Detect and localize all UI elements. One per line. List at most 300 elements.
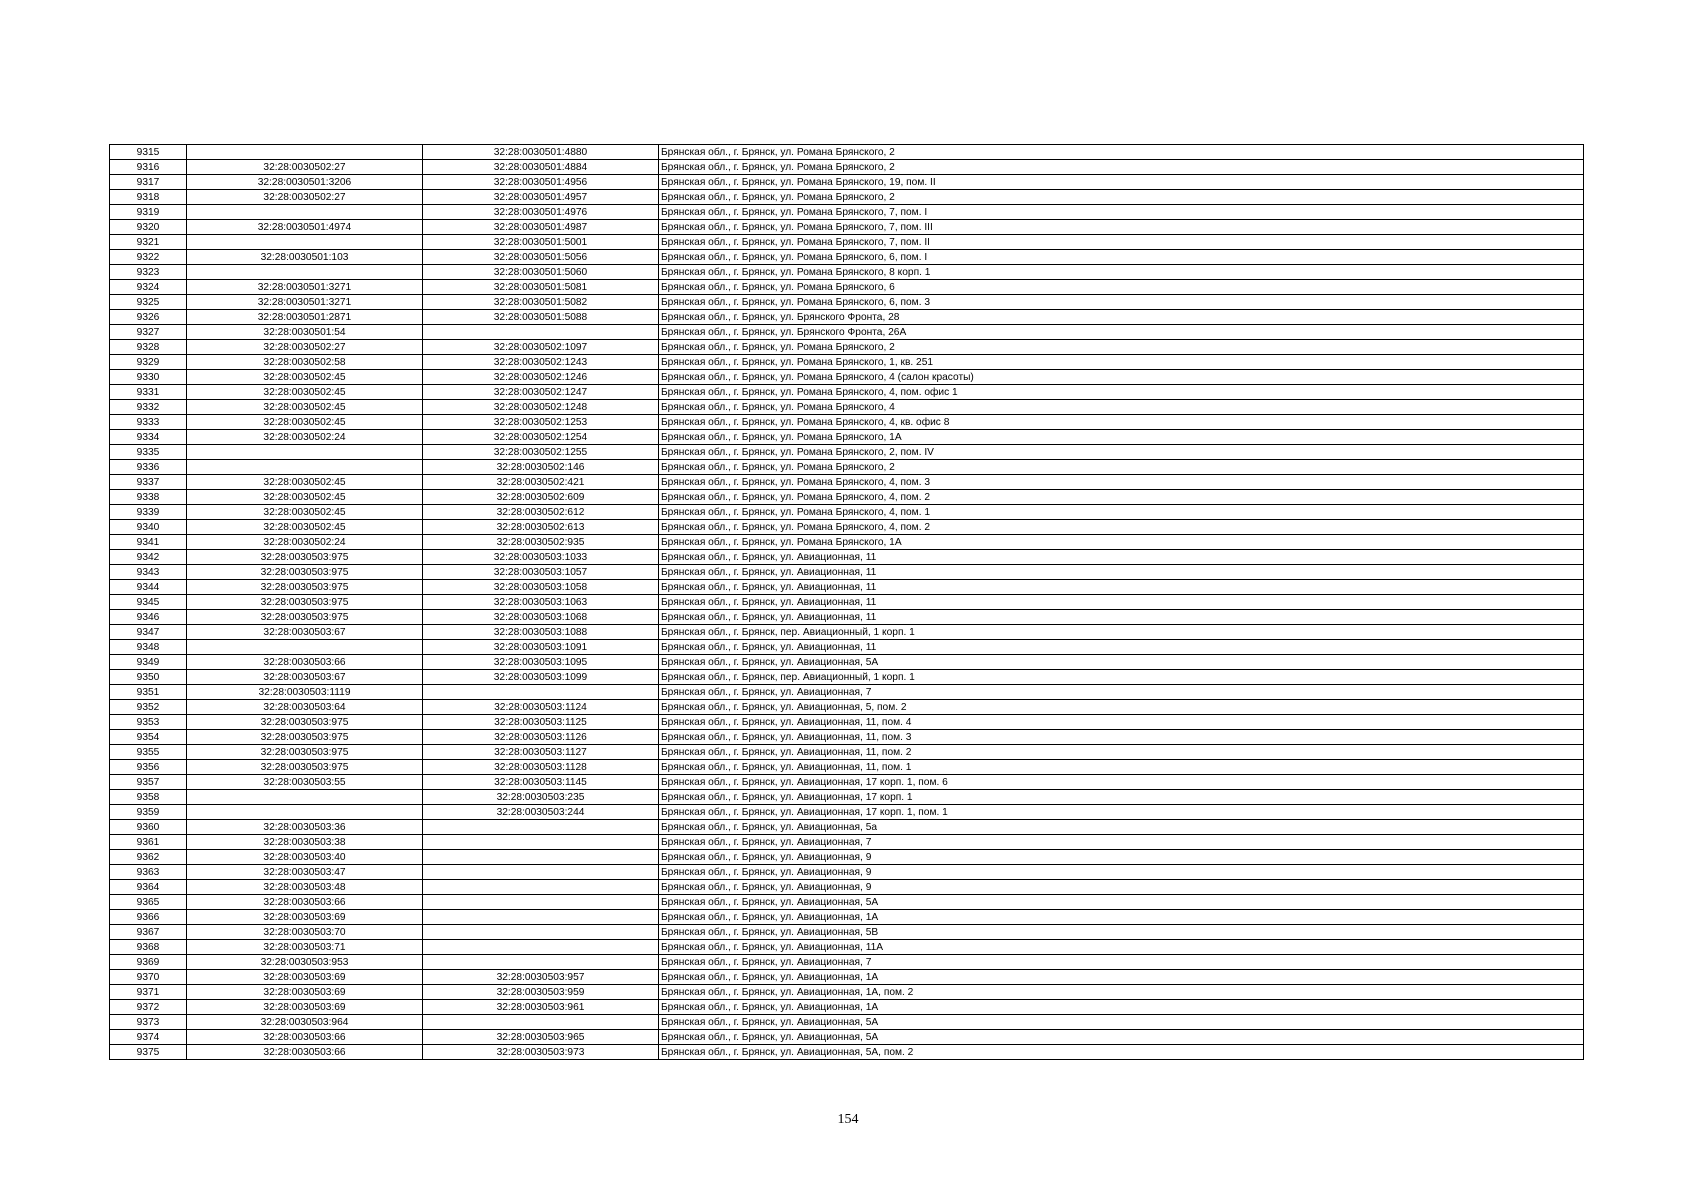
address-cell: Брянская обл., г. Брянск, ул. Романа Брянского, 1, кв. 251 xyxy=(659,355,1584,370)
land-plot-number-cell: 32:28:0030503:975 xyxy=(187,730,423,745)
row-number-cell: 9336 xyxy=(110,460,187,475)
row-number-cell: 9337 xyxy=(110,475,187,490)
land-plot-number-cell: 32:28:0030501:4974 xyxy=(187,220,423,235)
address-cell: Брянская обл., г. Брянск, ул. Романа Брянского, 4 xyxy=(659,400,1584,415)
address-cell: Брянская обл., г. Брянск, ул. Авиационная, 5В xyxy=(659,925,1584,940)
address-cell: Брянская обл., г. Брянск, ул. Авиационная, 17 корп. 1, пом. 6 xyxy=(659,775,1584,790)
table-row xyxy=(110,640,1584,655)
table-row xyxy=(110,685,1584,700)
object-number-cell xyxy=(423,835,659,850)
address-cell: Брянская обл., г. Брянск, ул. Авиационная, 9 xyxy=(659,865,1584,880)
object-number-cell: 32:28:0030501:4956 xyxy=(423,175,659,190)
address-cell: Брянская обл., г. Брянск, ул. Романа Брянского, 8 корп. 1 xyxy=(659,265,1584,280)
land-plot-number-cell: 32:28:0030501:54 xyxy=(187,325,423,340)
row-number-cell: 9334 xyxy=(110,430,187,445)
land-plot-number-cell: 32:28:0030502:24 xyxy=(187,430,423,445)
land-plot-number-cell: 32:28:0030501:103 xyxy=(187,250,423,265)
land-plot-number-cell: 32:28:0030503:71 xyxy=(187,940,423,955)
land-plot-number-cell xyxy=(187,640,423,655)
object-number-cell: 32:28:0030502:1097 xyxy=(423,340,659,355)
row-number-cell: 9318 xyxy=(110,190,187,205)
object-number-cell: 32:28:0030503:1127 xyxy=(423,745,659,760)
address-cell: Брянская обл., г. Брянск, ул. Романа Брянского, 4, пом. 3 xyxy=(659,475,1584,490)
address-cell: Брянская обл., г. Брянск, ул. Романа Брянского, 2 xyxy=(659,190,1584,205)
land-plot-number-cell: 32:28:0030503:36 xyxy=(187,820,423,835)
land-plot-number-cell: 32:28:0030503:69 xyxy=(187,970,423,985)
row-number-cell: 9373 xyxy=(110,1015,187,1030)
land-plot-number-cell: 32:28:0030503:975 xyxy=(187,760,423,775)
land-plot-number-cell: 32:28:0030501:3206 xyxy=(187,175,423,190)
address-cell: Брянская обл., г. Брянск, ул. Авиационная, 5А, пом. 2 xyxy=(659,1045,1584,1060)
row-number-cell: 9333 xyxy=(110,415,187,430)
table-row xyxy=(110,580,1584,595)
table-row xyxy=(110,325,1584,340)
row-number-cell: 9348 xyxy=(110,640,187,655)
row-number-cell: 9371 xyxy=(110,985,187,1000)
address-cell: Брянская обл., г. Брянск, ул. Романа Брянского, 4, пом. офис 1 xyxy=(659,385,1584,400)
row-number-cell: 9347 xyxy=(110,625,187,640)
address-cell: Брянская обл., г. Брянск, ул. Авиационная, 11 xyxy=(659,640,1584,655)
address-cell: Брянская обл., г. Брянск, ул. Романа Брянского, 1А xyxy=(659,535,1584,550)
address-cell: Брянская обл., г. Брянск, ул. Брянского Фронта, 28 xyxy=(659,310,1584,325)
land-plot-number-cell: 32:28:0030503:66 xyxy=(187,655,423,670)
row-number-cell: 9346 xyxy=(110,610,187,625)
object-number-cell xyxy=(423,685,659,700)
object-number-cell: 32:28:0030503:1068 xyxy=(423,610,659,625)
table-row xyxy=(110,355,1584,370)
table-row xyxy=(110,850,1584,865)
address-cell: Брянская обл., г. Брянск, ул. Романа Брянского, 2 xyxy=(659,160,1584,175)
object-number-cell: 32:28:0030503:1057 xyxy=(423,565,659,580)
land-plot-number-cell: 32:28:0030503:67 xyxy=(187,670,423,685)
land-plot-number-cell: 32:28:0030502:45 xyxy=(187,400,423,415)
address-cell: Брянская обл., г. Брянск, пер. Авиационный, 1 корп. 1 xyxy=(659,670,1584,685)
object-number-cell: 32:28:0030502:1253 xyxy=(423,415,659,430)
table-row xyxy=(110,985,1584,1000)
table-row xyxy=(110,970,1584,985)
object-number-cell xyxy=(423,955,659,970)
table-row xyxy=(110,295,1584,310)
object-number-cell: 32:28:0030503:1145 xyxy=(423,775,659,790)
table-row xyxy=(110,250,1584,265)
table-row xyxy=(110,775,1584,790)
object-number-cell xyxy=(423,895,659,910)
object-number-cell: 32:28:0030502:1254 xyxy=(423,430,659,445)
object-number-cell: 32:28:0030503:1063 xyxy=(423,595,659,610)
row-number-cell: 9326 xyxy=(110,310,187,325)
table-row xyxy=(110,955,1584,970)
address-cell: Брянская обл., г. Брянск, пер. Авиационный, 1 корп. 1 xyxy=(659,625,1584,640)
object-number-cell: 32:28:0030503:1124 xyxy=(423,700,659,715)
row-number-cell: 9343 xyxy=(110,565,187,580)
address-cell: Брянская обл., г. Брянск, ул. Романа Брянского, 7, пом. II xyxy=(659,235,1584,250)
row-number-cell: 9353 xyxy=(110,715,187,730)
land-plot-number-cell: 32:28:0030502:58 xyxy=(187,355,423,370)
address-cell: Брянская обл., г. Брянск, ул. Романа Брянского, 7, пом. III xyxy=(659,220,1584,235)
table-row xyxy=(110,160,1584,175)
land-plot-number-cell: 32:28:0030502:45 xyxy=(187,505,423,520)
land-plot-number-cell: 32:28:0030503:48 xyxy=(187,880,423,895)
land-plot-number-cell: 32:28:0030503:975 xyxy=(187,565,423,580)
row-number-cell: 9365 xyxy=(110,895,187,910)
object-number-cell xyxy=(423,850,659,865)
cadastral-table xyxy=(109,144,1584,1060)
page-number: 154 xyxy=(837,1112,859,1127)
land-plot-number-cell: 32:28:0030502:27 xyxy=(187,160,423,175)
row-number-cell: 9316 xyxy=(110,160,187,175)
land-plot-number-cell xyxy=(187,235,423,250)
row-number-cell: 9328 xyxy=(110,340,187,355)
row-number-cell: 9359 xyxy=(110,805,187,820)
row-number-cell: 9369 xyxy=(110,955,187,970)
table-row xyxy=(110,475,1584,490)
address-cell: Брянская обл., г. Брянск, ул. Романа Брянского, 7, пом. I xyxy=(659,205,1584,220)
table-row xyxy=(110,205,1584,220)
table-row xyxy=(110,175,1584,190)
table-row xyxy=(110,460,1584,475)
table-row xyxy=(110,880,1584,895)
land-plot-number-cell: 32:28:0030501:3271 xyxy=(187,295,423,310)
object-number-cell: 32:28:0030501:4976 xyxy=(423,205,659,220)
land-plot-number-cell: 32:28:0030501:2871 xyxy=(187,310,423,325)
land-plot-number-cell: 32:28:0030503:66 xyxy=(187,1030,423,1045)
table-row xyxy=(110,790,1584,805)
row-number-cell: 9367 xyxy=(110,925,187,940)
land-plot-number-cell: 32:28:0030503:67 xyxy=(187,625,423,640)
land-plot-number-cell: 32:28:0030503:953 xyxy=(187,955,423,970)
land-plot-number-cell: 32:28:0030502:45 xyxy=(187,415,423,430)
land-plot-number-cell: 32:28:0030503:69 xyxy=(187,985,423,1000)
address-cell: Брянская обл., г. Брянск, ул. Романа Брянского, 2 xyxy=(659,340,1584,355)
land-plot-number-cell: 32:28:0030503:975 xyxy=(187,610,423,625)
address-cell: Брянская обл., г. Брянск, ул. Авиационная, 1А xyxy=(659,1000,1584,1015)
land-plot-number-cell: 32:28:0030503:47 xyxy=(187,865,423,880)
row-number-cell: 9315 xyxy=(110,145,187,160)
table-row xyxy=(110,730,1584,745)
object-number-cell: 32:28:0030503:1088 xyxy=(423,625,659,640)
land-plot-number-cell: 32:28:0030502:45 xyxy=(187,475,423,490)
object-number-cell: 32:28:0030502:146 xyxy=(423,460,659,475)
address-cell: Брянская обл., г. Брянск, ул. Авиационная, 1А xyxy=(659,910,1584,925)
land-plot-number-cell: 32:28:0030502:45 xyxy=(187,385,423,400)
land-plot-number-cell xyxy=(187,265,423,280)
table-row xyxy=(110,910,1584,925)
land-plot-number-cell: 32:28:0030503:1119 xyxy=(187,685,423,700)
address-cell: Брянская обл., г. Брянск, ул. Авиационная, 11 xyxy=(659,595,1584,610)
row-number-cell: 9321 xyxy=(110,235,187,250)
row-number-cell: 9332 xyxy=(110,400,187,415)
object-number-cell: 32:28:0030501:4880 xyxy=(423,145,659,160)
row-number-cell: 9324 xyxy=(110,280,187,295)
address-cell: Брянская обл., г. Брянск, ул. Авиационная, 11, пом. 3 xyxy=(659,730,1584,745)
object-number-cell: 32:28:0030502:609 xyxy=(423,490,659,505)
object-number-cell: 32:28:0030501:5060 xyxy=(423,265,659,280)
row-number-cell: 9372 xyxy=(110,1000,187,1015)
land-plot-number-cell xyxy=(187,205,423,220)
row-number-cell: 9358 xyxy=(110,790,187,805)
row-number-cell: 9357 xyxy=(110,775,187,790)
land-plot-number-cell xyxy=(187,805,423,820)
object-number-cell: 32:28:0030502:1248 xyxy=(423,400,659,415)
object-number-cell: 32:28:0030501:5082 xyxy=(423,295,659,310)
object-number-cell: 32:28:0030502:1246 xyxy=(423,370,659,385)
row-number-cell: 9351 xyxy=(110,685,187,700)
row-number-cell: 9325 xyxy=(110,295,187,310)
address-cell: Брянская обл., г. Брянск, ул. Авиационная, 11 xyxy=(659,610,1584,625)
land-plot-number-cell xyxy=(187,460,423,475)
land-plot-number-cell: 32:28:0030502:45 xyxy=(187,520,423,535)
row-number-cell: 9344 xyxy=(110,580,187,595)
table-row xyxy=(110,400,1584,415)
object-number-cell: 32:28:0030501:5001 xyxy=(423,235,659,250)
land-plot-number-cell: 32:28:0030503:975 xyxy=(187,745,423,760)
land-plot-number-cell: 32:28:0030503:975 xyxy=(187,715,423,730)
address-cell: Брянская обл., г. Брянск, ул. Брянского Фронта, 26А xyxy=(659,325,1584,340)
table-row xyxy=(110,445,1584,460)
object-number-cell: 32:28:0030503:1033 xyxy=(423,550,659,565)
object-number-cell xyxy=(423,865,659,880)
row-number-cell: 9319 xyxy=(110,205,187,220)
address-cell: Брянская обл., г. Брянск, ул. Авиационная, 17 корп. 1, пом. 1 xyxy=(659,805,1584,820)
table-row xyxy=(110,505,1584,520)
object-number-cell xyxy=(423,880,659,895)
object-number-cell: 32:28:0030503:965 xyxy=(423,1030,659,1045)
object-number-cell: 32:28:0030503:235 xyxy=(423,790,659,805)
table-row xyxy=(110,1000,1584,1015)
row-number-cell: 9356 xyxy=(110,760,187,775)
table-row xyxy=(110,700,1584,715)
object-number-cell xyxy=(423,925,659,940)
land-plot-number-cell: 32:28:0030502:24 xyxy=(187,535,423,550)
table-row xyxy=(110,190,1584,205)
object-number-cell: 32:28:0030502:612 xyxy=(423,505,659,520)
address-cell: Брянская обл., г. Брянск, ул. Авиационная, 11 xyxy=(659,580,1584,595)
land-plot-number-cell: 32:28:0030502:45 xyxy=(187,370,423,385)
row-number-cell: 9341 xyxy=(110,535,187,550)
row-number-cell: 9345 xyxy=(110,595,187,610)
table-row xyxy=(110,655,1584,670)
row-number-cell: 9330 xyxy=(110,370,187,385)
row-number-cell: 9370 xyxy=(110,970,187,985)
address-cell: Брянская обл., г. Брянск, ул. Авиационная, 9 xyxy=(659,850,1584,865)
land-plot-number-cell: 32:28:0030502:27 xyxy=(187,340,423,355)
table-row xyxy=(110,835,1584,850)
address-cell: Брянская обл., г. Брянск, ул. Авиационная, 9 xyxy=(659,880,1584,895)
row-number-cell: 9320 xyxy=(110,220,187,235)
address-cell: Брянская обл., г. Брянск, ул. Авиационная, 11 xyxy=(659,565,1584,580)
address-cell: Брянская обл., г. Брянск, ул. Романа Брянского, 1А xyxy=(659,430,1584,445)
row-number-cell: 9362 xyxy=(110,850,187,865)
table-row xyxy=(110,865,1584,880)
row-number-cell: 9374 xyxy=(110,1030,187,1045)
land-plot-number-cell: 32:28:0030503:69 xyxy=(187,1000,423,1015)
table-row xyxy=(110,220,1584,235)
address-cell: Брянская обл., г. Брянск, ул. Авиационная, 5А xyxy=(659,1015,1584,1030)
object-number-cell: 32:28:0030503:1091 xyxy=(423,640,659,655)
object-number-cell xyxy=(423,940,659,955)
object-number-cell: 32:28:0030502:613 xyxy=(423,520,659,535)
table-row xyxy=(110,940,1584,955)
row-number-cell: 9349 xyxy=(110,655,187,670)
table-row xyxy=(110,340,1584,355)
land-plot-number-cell: 32:28:0030503:40 xyxy=(187,850,423,865)
table-row xyxy=(110,235,1584,250)
object-number-cell xyxy=(423,910,659,925)
table-row xyxy=(110,535,1584,550)
row-number-cell: 9327 xyxy=(110,325,187,340)
address-cell: Брянская обл., г. Брянск, ул. Авиационная, 11 xyxy=(659,550,1584,565)
land-plot-number-cell: 32:28:0030503:66 xyxy=(187,1045,423,1060)
table-row xyxy=(110,490,1584,505)
address-cell: Брянская обл., г. Брянск, ул. Романа Брянского, 6, пом. 3 xyxy=(659,295,1584,310)
address-cell: Брянская обл., г. Брянск, ул. Авиационная, 5, пом. 2 xyxy=(659,700,1584,715)
object-number-cell: 32:28:0030503:244 xyxy=(423,805,659,820)
address-cell: Брянская обл., г. Брянск, ул. Романа Брянского, 6 xyxy=(659,280,1584,295)
table-row xyxy=(110,895,1584,910)
table-row xyxy=(110,370,1584,385)
table-row xyxy=(110,595,1584,610)
table-row xyxy=(110,145,1584,160)
land-plot-number-cell xyxy=(187,445,423,460)
object-number-cell xyxy=(423,325,659,340)
row-number-cell: 9375 xyxy=(110,1045,187,1060)
object-number-cell: 32:28:0030502:1243 xyxy=(423,355,659,370)
address-cell: Брянская обл., г. Брянск, ул. Романа Брянского, 2, пом. IV xyxy=(659,445,1584,460)
table-row xyxy=(110,550,1584,565)
address-cell: Брянская обл., г. Брянск, ул. Авиационная, 5А xyxy=(659,895,1584,910)
table-row xyxy=(110,805,1584,820)
object-number-cell: 32:28:0030503:1058 xyxy=(423,580,659,595)
land-plot-number-cell xyxy=(187,145,423,160)
object-number-cell: 32:28:0030503:957 xyxy=(423,970,659,985)
row-number-cell: 9364 xyxy=(110,880,187,895)
address-cell: Брянская обл., г. Брянск, ул. Романа Брянского, 2 xyxy=(659,460,1584,475)
address-cell: Брянская обл., г. Брянск, ул. Романа Брянского, 4, пом. 2 xyxy=(659,520,1584,535)
row-number-cell: 9355 xyxy=(110,745,187,760)
row-number-cell: 9366 xyxy=(110,910,187,925)
table-row xyxy=(110,925,1584,940)
land-plot-number-cell: 32:28:0030503:66 xyxy=(187,895,423,910)
row-number-cell: 9317 xyxy=(110,175,187,190)
land-plot-number-cell: 32:28:0030503:975 xyxy=(187,580,423,595)
row-number-cell: 9335 xyxy=(110,445,187,460)
land-plot-number-cell: 32:28:0030503:975 xyxy=(187,595,423,610)
table-row xyxy=(110,520,1584,535)
object-number-cell: 32:28:0030502:421 xyxy=(423,475,659,490)
table-row xyxy=(110,265,1584,280)
object-number-cell: 32:28:0030503:961 xyxy=(423,1000,659,1015)
address-cell: Брянская обл., г. Брянск, ул. Романа Брянского, 6, пом. I xyxy=(659,250,1584,265)
object-number-cell: 32:28:0030503:1099 xyxy=(423,670,659,685)
table-row xyxy=(110,610,1584,625)
address-cell: Брянская обл., г. Брянск, ул. Авиационная, 11, пом. 2 xyxy=(659,745,1584,760)
land-plot-number-cell: 32:28:0030503:70 xyxy=(187,925,423,940)
row-number-cell: 9363 xyxy=(110,865,187,880)
object-number-cell: 32:28:0030502:1247 xyxy=(423,385,659,400)
land-plot-number-cell: 32:28:0030502:45 xyxy=(187,490,423,505)
table-row xyxy=(110,280,1584,295)
object-number-cell: 32:28:0030503:973 xyxy=(423,1045,659,1060)
address-cell: Брянская обл., г. Брянск, ул. Авиационная, 17 корп. 1 xyxy=(659,790,1584,805)
table-row xyxy=(110,715,1584,730)
address-cell: Брянская обл., г. Брянск, ул. Авиационная, 11, пом. 4 xyxy=(659,715,1584,730)
address-cell: Брянская обл., г. Брянск, ул. Авиационная, 1А, пом. 2 xyxy=(659,985,1584,1000)
table-row xyxy=(110,1030,1584,1045)
land-plot-number-cell: 32:28:0030503:964 xyxy=(187,1015,423,1030)
row-number-cell: 9352 xyxy=(110,700,187,715)
object-number-cell: 32:28:0030501:5088 xyxy=(423,310,659,325)
object-number-cell: 32:28:0030501:5081 xyxy=(423,280,659,295)
table-row xyxy=(110,310,1584,325)
land-plot-number-cell: 32:28:0030503:69 xyxy=(187,910,423,925)
row-number-cell: 9339 xyxy=(110,505,187,520)
table-row xyxy=(110,415,1584,430)
address-cell: Брянская обл., г. Брянск, ул. Авиационная, 5А xyxy=(659,1030,1584,1045)
table-row xyxy=(110,1015,1584,1030)
row-number-cell: 9368 xyxy=(110,940,187,955)
row-number-cell: 9329 xyxy=(110,355,187,370)
table-row xyxy=(110,625,1584,640)
object-number-cell: 32:28:0030501:4884 xyxy=(423,160,659,175)
object-number-cell xyxy=(423,1015,659,1030)
address-cell: Брянская обл., г. Брянск, ул. Романа Брянского, 4, пом. 1 xyxy=(659,505,1584,520)
land-plot-number-cell xyxy=(187,790,423,805)
address-cell: Брянская обл., г. Брянск, ул. Романа Брянского, 4, пом. 2 xyxy=(659,490,1584,505)
object-number-cell: 32:28:0030502:1255 xyxy=(423,445,659,460)
table-row xyxy=(110,820,1584,835)
address-cell: Брянская обл., г. Брянск, ул. Авиационная, 1А xyxy=(659,970,1584,985)
object-number-cell: 32:28:0030503:959 xyxy=(423,985,659,1000)
row-number-cell: 9361 xyxy=(110,835,187,850)
object-number-cell: 32:28:0030503:1128 xyxy=(423,760,659,775)
land-plot-number-cell: 32:28:0030501:3271 xyxy=(187,280,423,295)
table-row xyxy=(110,430,1584,445)
land-plot-number-cell: 32:28:0030503:975 xyxy=(187,550,423,565)
land-plot-number-cell: 32:28:0030503:38 xyxy=(187,835,423,850)
object-number-cell: 32:28:0030501:4987 xyxy=(423,220,659,235)
object-number-cell: 32:28:0030503:1095 xyxy=(423,655,659,670)
address-cell: Брянская обл., г. Брянск, ул. Авиационная, 11А xyxy=(659,940,1584,955)
table-row xyxy=(110,670,1584,685)
object-number-cell: 32:28:0030503:1125 xyxy=(423,715,659,730)
cadastral-table-body xyxy=(110,145,1584,1060)
row-number-cell: 9322 xyxy=(110,250,187,265)
object-number-cell: 32:28:0030501:4957 xyxy=(423,190,659,205)
row-number-cell: 9331 xyxy=(110,385,187,400)
table-row xyxy=(110,385,1584,400)
address-cell: Брянская обл., г. Брянск, ул. Авиационная, 7 xyxy=(659,955,1584,970)
row-number-cell: 9340 xyxy=(110,520,187,535)
row-number-cell: 9323 xyxy=(110,265,187,280)
address-cell: Брянская обл., г. Брянск, ул. Романа Брянского, 19, пом. II xyxy=(659,175,1584,190)
land-plot-number-cell: 32:28:0030503:55 xyxy=(187,775,423,790)
row-number-cell: 9360 xyxy=(110,820,187,835)
table-row xyxy=(110,745,1584,760)
row-number-cell: 9350 xyxy=(110,670,187,685)
object-number-cell: 32:28:0030502:935 xyxy=(423,535,659,550)
land-plot-number-cell: 32:28:0030502:27 xyxy=(187,190,423,205)
land-plot-number-cell: 32:28:0030503:64 xyxy=(187,700,423,715)
object-number-cell: 32:28:0030503:1126 xyxy=(423,730,659,745)
address-cell: Брянская обл., г. Брянск, ул. Авиационная, 5а xyxy=(659,820,1584,835)
table-row xyxy=(110,565,1584,580)
table-row xyxy=(110,1045,1584,1060)
row-number-cell: 9354 xyxy=(110,730,187,745)
object-number-cell: 32:28:0030501:5056 xyxy=(423,250,659,265)
address-cell: Брянская обл., г. Брянск, ул. Романа Брянского, 2 xyxy=(659,145,1584,160)
address-cell: Брянская обл., г. Брянск, ул. Авиационная, 7 xyxy=(659,835,1584,850)
address-cell: Брянская обл., г. Брянск, ул. Романа Брянского, 4, кв. офис 8 xyxy=(659,415,1584,430)
